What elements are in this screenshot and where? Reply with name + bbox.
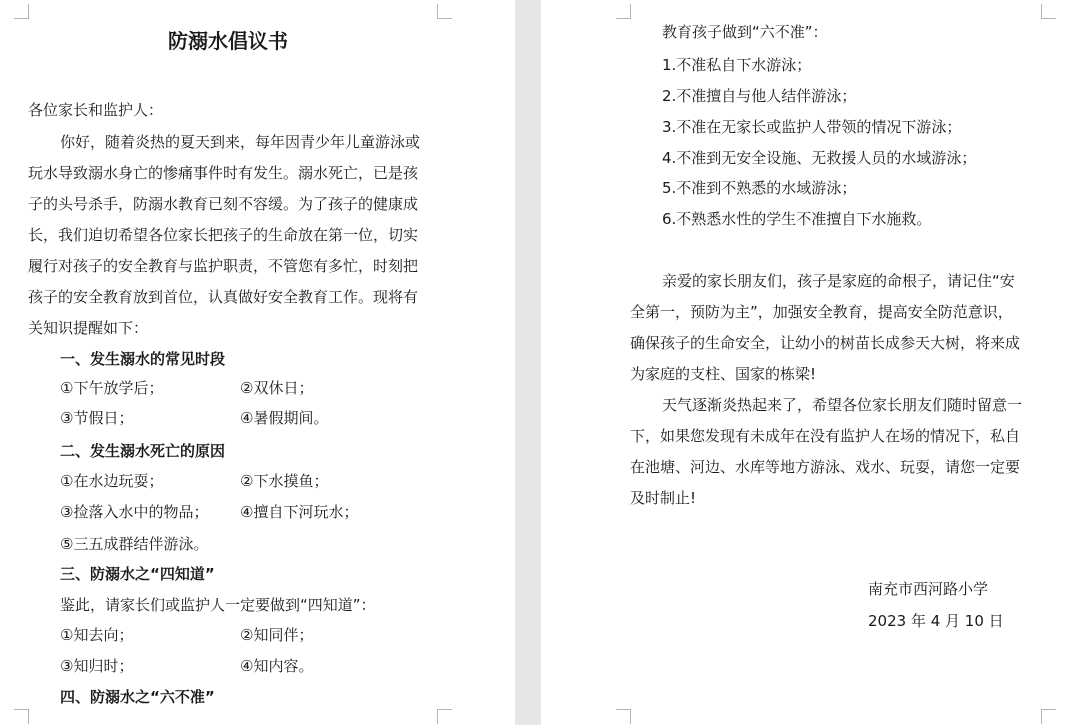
signature-date: 2023 年 4 月 10 日 [868,612,1004,630]
crop-mark-bottom-left [616,709,631,724]
section-heading: 二、发生溺水死亡的原因 [60,442,226,460]
section-heading: 三、防溺水之“四知道” [60,565,215,583]
paragraph-line: 天气逐渐炎热起来了，希望各位家长朋友们随时留意一 [662,396,1023,414]
crop-mark-top-right [1041,4,1056,19]
crop-mark-bottom-left [14,709,29,724]
paragraph-line: 在池塘、河边、水库等地方游泳、戏水、玩耍，请您一定要 [630,458,1021,476]
section-heading: 一、发生溺水的常见时段 [60,350,226,368]
paragraph-line: 全第一，预防为主”，加强安全教育，提高安全防范意识， [630,303,1013,321]
list-item: ①在水边玩耍； [60,472,164,490]
paragraph-line: 为家庭的支柱、国家的栋梁! [630,365,817,383]
rule-item: 6.不熟悉水性的学生不准擅自下水施救。 [662,210,932,228]
paragraph-line: 确保孩子的生命安全，让幼小的树苗长成参天大树，将来成 [630,334,1021,352]
list-item: ①下午放学后； [60,379,164,397]
crop-mark-bottom-right [1041,709,1056,724]
rules-lead: 教育孩子做到“六不准”： [662,23,828,41]
crop-mark-top-left [14,4,29,19]
paragraph-line: 下，如果您发现有未成年在没有监护人在场的情况下，私自 [630,427,1021,445]
rule-item: 3.不准在无家长或监护人带领的情况下游泳； [662,118,962,136]
list-item: ①知去向； [60,626,134,644]
list-item: ⑤三五成群结伴游泳。 [60,535,209,553]
rule-item: 2.不准擅自与他人结伴游泳； [662,87,857,105]
salutation: 各位家长和监护人： [28,101,164,119]
section-heading: 四、防溺水之“六不准” [60,688,215,706]
rule-item: 1.不准私自下水游泳； [662,56,812,74]
intro-line: 玩水导致溺水身亡的惨痛事件时有发生。溺水死亡，已是孩 [28,164,419,182]
document-page-left [0,0,515,725]
list-item: ②双休日； [240,379,314,397]
crop-mark-top-right [437,4,452,19]
list-item: ②知同伴； [240,626,314,644]
list-item: ④知内容。 [240,657,314,675]
list-item: ②下水摸鱼； [240,472,329,490]
signature-school: 南充市西河路小学 [868,580,989,598]
section-lead: 鉴此，请家长们或监护人一定要做到“四知道”： [60,596,376,614]
list-item: ③节假日； [60,409,134,427]
list-item: ③知归时； [60,657,134,675]
rule-item: 5.不准到不熟悉的水域游泳； [662,179,857,197]
paragraph-line: 及时制止! [630,489,697,507]
intro-line: 子的头号杀手，防溺水教育已刻不容缓。为了孩子的健康成 [28,195,419,213]
list-item: ③捡落入水中的物品； [60,503,209,521]
list-item: ④暑假期间。 [240,409,329,427]
intro-line: 履行对孩子的安全教育与监护职责，不管您有多忙，时刻把 [28,257,419,275]
rule-item: 4.不准到无安全设施、无救援人员的水域游泳； [662,149,977,167]
paragraph-line: 亲爱的家长朋友们，孩子是家庭的命根子，请记住“安 [662,272,1015,290]
list-item: ④擅自下河玩水； [240,503,359,521]
document-title: 防溺水倡议书 [168,29,288,53]
crop-mark-top-left [616,4,631,19]
intro-line: 孩子的安全教育放到首位，认真做好安全教育工作。现将有 [28,288,419,306]
intro-line: 长，我们迫切希望各位家长把孩子的生命放在第一位，切实 [28,226,419,244]
document-page-right [541,0,1080,725]
crop-mark-bottom-right [437,709,452,724]
intro-line: 关知识提醒如下： [28,319,149,337]
intro-line: 你好，随着炎热的夏天到来，每年因青少年儿童游泳或 [60,133,421,151]
